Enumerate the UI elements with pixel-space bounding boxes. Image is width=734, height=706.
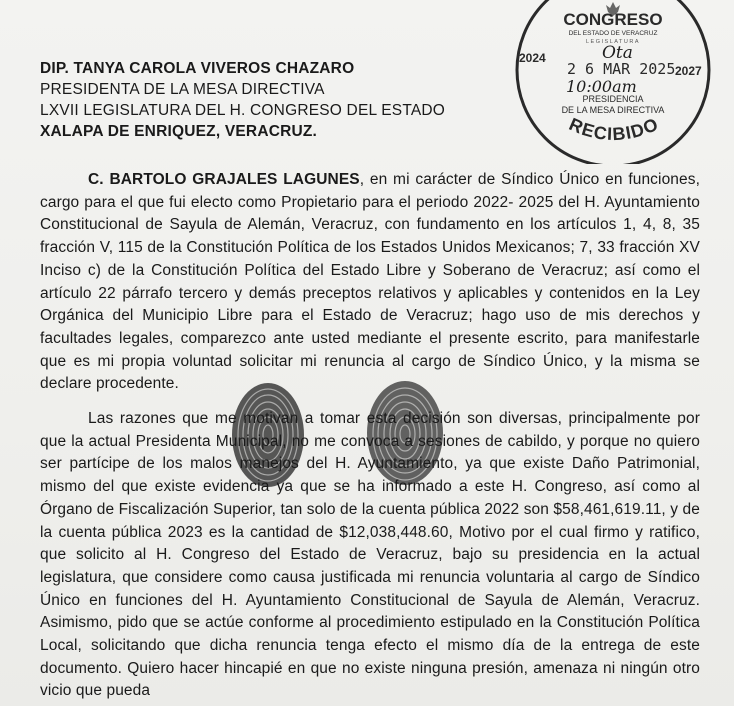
received-stamp — [510, 0, 716, 164]
paragraph-1 — [40, 169, 700, 396]
stamp-status: RECIBIDO — [566, 113, 662, 145]
stamp-year-left: 2024 — [519, 51, 546, 65]
stamp-title: CONGRESO — [563, 10, 663, 29]
addressee-position: PRESIDENTA DE LA MESA DIRECTIVA — [40, 81, 325, 98]
paragraph-2: Las razones que me motivan a tomar esta decisión son diversas, principalmente por que la actual Presidenta Municipal, no me convoca a sesiones de cabildo, y porque no quiero ser partícipe de los malos manejos del H. Ayuntamiento, ya que existe Daño Patrimonial, mismo del que existe evidencia ya que se ha informado a este H. Congreso, así como al Órgano de Fiscalización Superior, tan solo de la cuenta pública 2022 son $58,461,619.11, y de la cuenta pública 2023 es la cantidad de $12,038,448.60, Motivo por el cual firmo y ratifico, que solicito al H. Congreso del Estado de Veracruz, bajo su presidencia en la actual legislatura, que considere como causa justificada mi renuncia voluntaria al cargo de Síndico Único en funciones del H. Ayuntamiento Constitucional de Sayula de Alemán, Veracruz. Asimismo, pido que se actúe conforme al procedimiento estipulado en la Constitución Política Local, solicitando que dicha renuncia tenga efecto el mismo día de la entrega de este documento. Quiero hacer hincapié en que no existe ninguna presión, amenaza ni ningún otro vicio que pueda — [40, 410, 700, 700]
letter-body — [40, 169, 700, 703]
stamp-subtitle-2: LEGISLATURA — [586, 39, 640, 45]
stamp-office-1: PRESIDENCIA — [582, 94, 644, 104]
stamp-handwritten-time: 10:00am — [566, 77, 637, 96]
addressee-block — [40, 58, 520, 142]
stamp-date: 2 6 MAR 2025 — [567, 60, 676, 78]
stamp-subtitle: DEL ESTADO DE VERACRUZ — [568, 30, 658, 37]
paragraph-1-text: , en mi carácter de Síndico Único en funciones, cargo para el que fui electo como Propietario para el periodo 2022- 2025 del H. Ayuntamiento Constitucional de Sayula de Alemán, Veracruz, con fundamento en los artículos 1, 4, 8, 35 fracción V, 115 de la Constitución Política de los Estados Unidos Mexicanos; 7, 33 fracción XV Inciso c) de la Constitución Política del Estado Libre y Soberano de Veracruz; así como el artículo 22 párrafo tercero y demás preceptos relativos y aplicables y contenidos en la Ley Orgánica del Municipio Libre para el Estado de Veracruz; hago uso de mis derechos y facultades legales, comparezco ante usted mediante el presente escrito, para manifestarle que es mi propia voluntad solicitar mi renuncia al cargo de Síndico Único, y la misma se declare procedente. — [40, 171, 700, 393]
stamp-handwritten-initials: Ota — [602, 43, 633, 63]
addressee-name: DIP. TANYA CAROLA VIVEROS CHAZARO — [40, 60, 355, 77]
addressee-location: XALAPA DE ENRIQUEZ, VERACRUZ. — [40, 123, 318, 140]
signer-name: C. BARTOLO GRAJALES LAGUNES — [88, 171, 360, 188]
addressee-legislature: LXVII LEGISLATURA DEL H. CONGRESO DEL ESTADO — [40, 102, 446, 119]
stamp-office-2: DE LA MESA DIRECTIVA — [561, 105, 665, 115]
stamp-year-right: 2027 — [675, 64, 702, 78]
